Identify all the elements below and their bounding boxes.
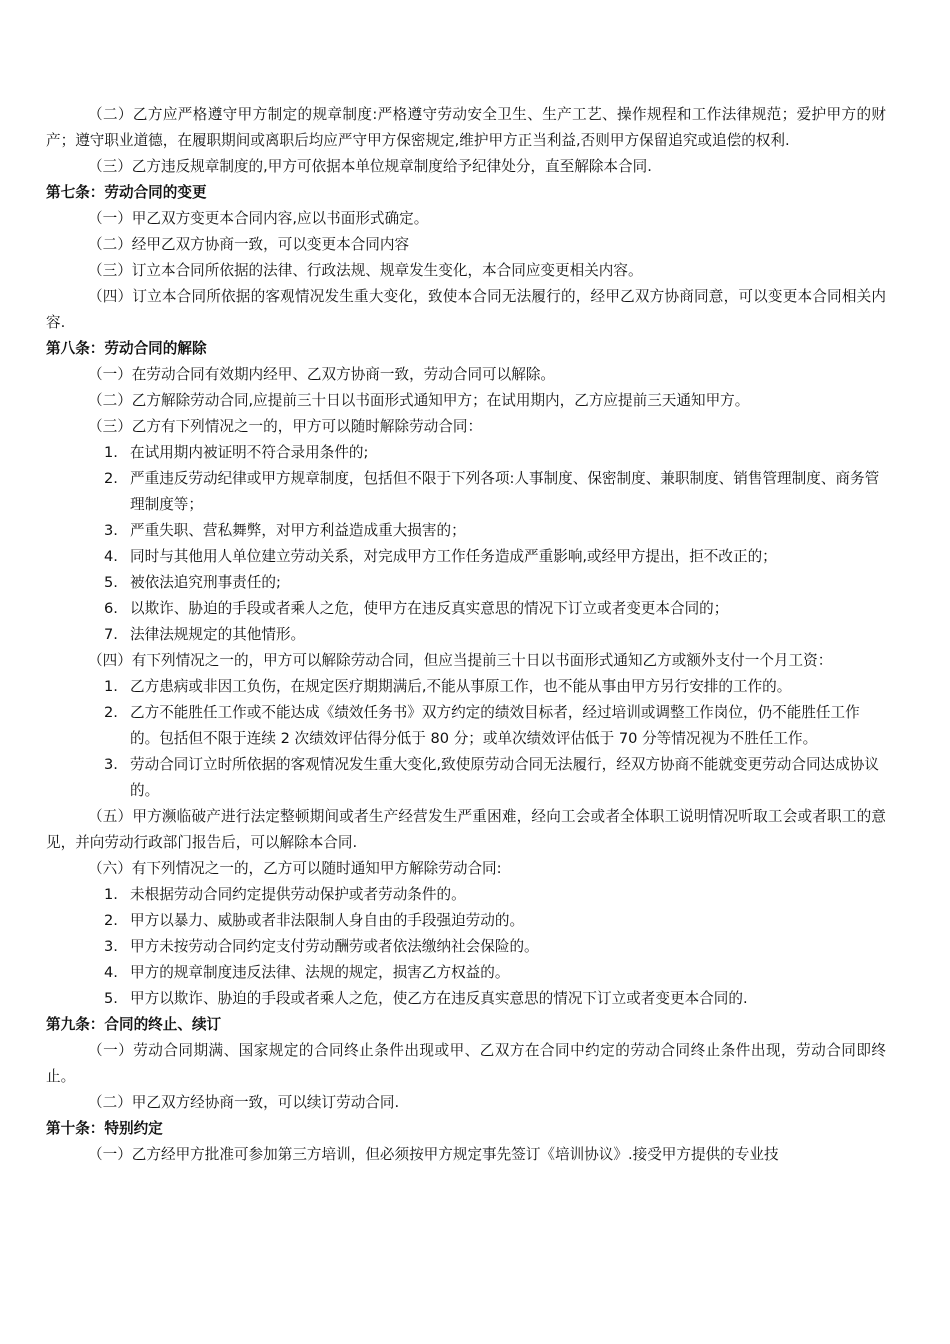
list-item [46, 570, 886, 596]
paragraph-8-2: （二）乙方解除劳动合同,应提前三十日以书面形式通知甲方；在试用期内，乙方应提前三天通知甲方。 [88, 392, 750, 409]
article-9-heading: 第九条：合同的终止、续订 [46, 1016, 222, 1033]
list-item [46, 440, 886, 466]
paragraph-9-2: （二）甲乙双方经协商一致，可以续订劳动合同. [88, 1094, 400, 1111]
list-item-text: 在试用期内被证明不符合录用条件的; [130, 444, 369, 461]
list-item [46, 518, 886, 544]
list-item-text: 劳动合同订立时所依据的客观情况发生重大变化,致使原劳动合同无法履行，经双方协商不能就变更劳动合同达成协议的。 [130, 756, 879, 799]
list-number: 2. [104, 704, 118, 721]
list-item-text: 严重失职、营私舞弊，对甲方利益造成重大损害的； [130, 522, 466, 539]
document-page [46, 102, 886, 1168]
paragraph-8-1: （一）在劳动合同有效期内经甲、乙双方协商一致，劳动合同可以解除。 [88, 366, 556, 383]
paragraph-8-3: （三）乙方有下列情况之一的，甲方可以随时解除劳动合同： [88, 418, 483, 435]
list-number: 5. [104, 574, 118, 591]
list-number: 3. [104, 938, 118, 955]
paragraph-9-1: （一）劳动合同期满、国家规定的合同终止条件出现或甲、乙双方在合同中约定的劳动合同终止条件出现，劳动合同即终止。 [46, 1042, 886, 1085]
list-item [46, 882, 886, 908]
list-number: 4. [104, 964, 118, 981]
list-number: 7. [104, 626, 118, 643]
list-item-text: 甲方的规章制度违反法律、法规的规定，损害乙方权益的。 [130, 964, 510, 981]
article-8-heading: 第八条：劳动合同的解除 [46, 340, 207, 357]
paragraph-8-5: （五）甲方濒临破产进行法定整顿期间或者生产经营发生严重困难，经向工会或者全体职工说明情况听取工会或者职工的意见，并向劳动行政部门报告后，可以解除本合同. [46, 808, 886, 851]
list-number: 4. [104, 548, 118, 565]
list-number: 1. [104, 886, 118, 903]
list-item-text: 甲方未按劳动合同约定支付劳动酬劳或者依法缴纳社会保险的。 [130, 938, 539, 955]
paragraph-7-2: （二）经甲乙双方协商一致，可以变更本合同内容 [88, 236, 410, 253]
list-item [46, 934, 886, 960]
list-item-text: 未根据劳动合同约定提供劳动保护或者劳动条件的。 [130, 886, 466, 903]
list-number: 2. [104, 470, 118, 487]
list-number: 1. [104, 444, 118, 461]
list-item [46, 544, 886, 570]
list-number: 3. [104, 756, 118, 773]
list-number: 5. [104, 990, 118, 1007]
list-item-text: 乙方不能胜任工作或不能达成《绩效任务书》双方约定的绩效目标者，经过培训或调整工作岗位，仍不能胜任工作的。包括但不限于连续 2 次绩效评估得分低于 80 分；或单次绩效评估低于 70 分等情况视为不胜任工作。 [130, 704, 860, 747]
list-number: 2. [104, 912, 118, 929]
paragraph-8-6: （六）有下列情况之一的，乙方可以随时通知甲方解除劳动合同: [88, 860, 502, 877]
list-item-text: 法律法规规定的其他情形。 [130, 626, 306, 643]
list-item-text: 甲方以欺诈、胁迫的手段或者乘人之危，使乙方在违反真实意思的情况下订立或者变更本合同的. [130, 990, 748, 1007]
paragraph-10-1: （一）乙方经甲方批准可参加第三方培训，但必须按甲方规定事先签订《培训协议》.接受甲方提供的专业技 [88, 1146, 779, 1163]
list-item [46, 752, 886, 804]
paragraph-2-2: （二）乙方应严格遵守甲方制定的规章制度:严格遵守劳动安全卫生、生产工艺、操作规程和工作法律规范；爱护甲方的财产；遵守职业道德，在履职期间或离职后均应严守甲方保密规定,维护甲方正当利益,否则甲方保留追究或追偿的权利. [46, 106, 886, 149]
article-10-heading: 第十条：特别约定 [46, 1120, 163, 1137]
paragraph-8-4: （四）有下列情况之一的，甲方可以解除劳动合同，但应当提前三十日以书面形式通知乙方或额外支付一个月工资： [88, 652, 833, 669]
list-number: 3. [104, 522, 118, 539]
list-item [46, 700, 886, 752]
list-item [46, 960, 886, 986]
list-item [46, 596, 886, 622]
list-number: 6. [104, 600, 118, 617]
list-item [46, 622, 886, 648]
paragraph-7-4: （四）订立本合同所依据的客观情况发生重大变化，致使本合同无法履行的，经甲乙双方协商同意，可以变更本合同相关内容. [46, 288, 886, 331]
paragraph-7-3: （三）订立本合同所依据的法律、行政法规、规章发生变化，本合同应变更相关内容。 [88, 262, 643, 279]
list-item [46, 986, 886, 1012]
list-item [46, 674, 886, 700]
list-number: 1. [104, 678, 118, 695]
list-item-text: 以欺诈、胁迫的手段或者乘人之危，使甲方在违反真实意思的情况下订立或者变更本合同的； [130, 600, 729, 617]
paragraph-2-3: （三）乙方违反规章制度的,甲方可依据本单位规章制度给予纪律处分，直至解除本合同. [88, 158, 652, 175]
list-item-text: 被依法追究刑事责任的; [130, 574, 281, 591]
list-item [46, 908, 886, 934]
article-7-heading: 第七条：劳动合同的变更 [46, 184, 207, 201]
list-item-text: 甲方以暴力、威胁或者非法限制人身自由的手段强迫劳动的。 [130, 912, 525, 929]
list-item-text: 严重违反劳动纪律或甲方规章制度，包括但不限于下列各项:人事制度、保密制度、兼职制度、销售管理制度、商务管理制度等； [130, 470, 880, 513]
list-item-text: 乙方患病或非因工负伤，在规定医疗期期满后,不能从事原工作，也不能从事由甲方另行安排的工作的。 [130, 678, 792, 695]
paragraph-7-1: （一）甲乙双方变更本合同内容,应以书面形式确定。 [88, 210, 429, 227]
list-item [46, 466, 886, 518]
list-item-text: 同时与其他用人单位建立劳动关系，对完成甲方工作任务造成严重影响,或经甲方提出，拒不改正的； [130, 548, 777, 565]
